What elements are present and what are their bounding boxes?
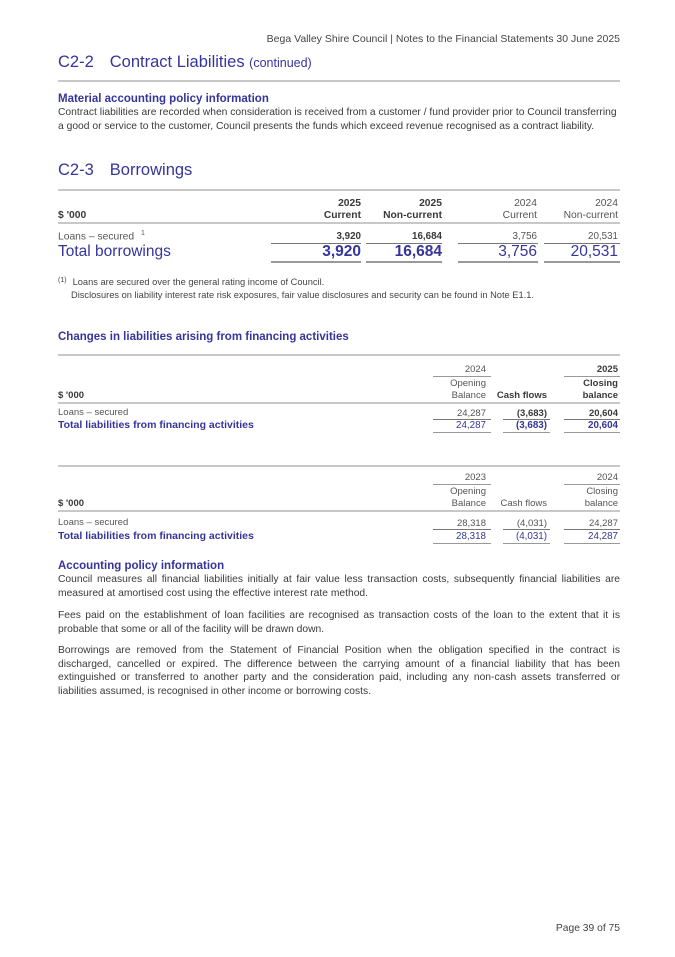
cell-value: 16,684 (412, 231, 442, 242)
year-underline (564, 484, 620, 485)
section-name: Contract Liabilities (109, 53, 245, 71)
year-underline (433, 484, 491, 485)
cell-value: (3,683) (516, 408, 547, 419)
unit-label: $ '000 (58, 498, 85, 509)
row-label-loans: Loans – secured (58, 407, 129, 418)
unit-label: $ '000 (58, 210, 87, 221)
closing-year: 2025 (596, 364, 618, 375)
cell-value: 28,318 (456, 518, 486, 529)
table-top-rule (58, 189, 620, 191)
table-top-rule (58, 354, 620, 356)
cashflow-label: Cash flows (496, 390, 547, 401)
header-rule (58, 222, 620, 224)
total-underline (458, 261, 538, 263)
opening-label: Balance (451, 390, 486, 401)
table-top-rule (58, 465, 620, 467)
section-title-c2-3 (58, 161, 192, 180)
total-value: (4,031) (515, 531, 547, 542)
total-label: Total liabilities from financing activities (58, 530, 254, 542)
cell-value: 24,287 (456, 408, 486, 419)
total-label: Total liabilities from financing activities (58, 419, 254, 431)
col-header-label: Current (323, 210, 361, 221)
col-header-year: 2024 (595, 198, 618, 209)
total-underline (271, 261, 361, 263)
total-underline (503, 543, 550, 544)
material-policy-text: Contract liabilities are recorded when consideration is received from a customer / fund provider prior to Council transferring a good or service to the customer, Council presents the funds which exceed revenue recognised as a contract liability. (58, 107, 617, 132)
total-value: 24,287 (588, 531, 618, 542)
running-header: Bega Valley Shire Council | Notes to the Financial Statements 30 June 2025 (266, 33, 620, 45)
total-value: 24,287 (456, 420, 486, 431)
underline (433, 529, 491, 530)
total-value: 3,920 (322, 243, 361, 260)
financing-heading: Changes in liabilities arising from financing activities (58, 331, 349, 343)
total-value: 3,756 (498, 243, 537, 260)
total-value: 20,531 (570, 243, 618, 260)
section-number: C2-3 (58, 161, 94, 179)
cashflow-label: Cash flows (500, 498, 547, 509)
total-borrowings-label: Total borrowings (58, 243, 171, 260)
col-header-label: Current (502, 210, 537, 221)
row-label-loans (58, 230, 145, 242)
cell-value: 3,756 (512, 231, 537, 242)
footnote-line-2: Disclosures on liability interest rate risk exposures, fair value disclosures and security can be found in Note E1.1. (71, 290, 535, 300)
accounting-policy-heading: Accounting policy information (58, 560, 225, 572)
material-policy-heading: Material accounting policy information (58, 93, 269, 105)
col-header-year: 2024 (514, 198, 537, 209)
closing-label: balance (584, 498, 618, 509)
total-value: 20,604 (588, 420, 618, 431)
opening-label: Balance (451, 498, 486, 509)
total-underline (433, 432, 491, 433)
opening-label: Opening (450, 378, 486, 389)
total-value: (3,683) (515, 420, 547, 431)
col-header-label: Non-current (563, 210, 618, 221)
cell-value: 3,920 (336, 231, 361, 242)
year-underline (564, 376, 620, 377)
cell-value: (4,031) (516, 518, 547, 529)
closing-label: Closing (583, 378, 618, 389)
footnote-marker: (1) (58, 277, 67, 284)
total-underline (564, 543, 620, 544)
total-value: 28,318 (456, 531, 486, 542)
accounting-policy-paragraph: Council measures all financial liabilities initially at fair value less transaction costs, subsequently financial liabilities are measured at amortised cost using the effective interest rate method. (58, 574, 620, 599)
footnote-text: Loans are secured over the general rating income of Council. (72, 277, 325, 287)
col-header-year: 2025 (338, 198, 361, 209)
row-label-text: Loans – secured (58, 231, 135, 243)
section-name: Borrowings (109, 161, 193, 179)
total-underline (433, 543, 491, 544)
closing-label: balance (582, 390, 618, 401)
closing-label: Closing (586, 486, 618, 497)
total-underline (544, 261, 620, 263)
total-underline (503, 432, 550, 433)
underline (564, 529, 620, 530)
footnote-line-1 (58, 274, 534, 289)
cell-value: 24,287 (588, 518, 618, 529)
footnote (58, 274, 534, 302)
header-rule (58, 402, 620, 404)
accounting-policy-paragraph: Borrowings are removed from the Statement of Financial Position when the obligation specified in the contract is discharged, cancelled or expired. The difference between the carrying amount of a financial liability that has been extinguished or transferred to another party and the consideration paid, including any non-cash assets transferred or liabilities assumed, is recognised in other income or borrowing costs. (58, 645, 620, 697)
continued-label: (continued) (249, 56, 312, 70)
unit-label: $ '000 (58, 390, 85, 401)
total-underline (366, 261, 442, 263)
header-rule (58, 510, 620, 512)
row-label-loans: Loans – secured (58, 517, 129, 528)
section-number: C2-2 (58, 53, 94, 71)
footnote-ref: 1 (141, 230, 145, 237)
total-value: 16,684 (394, 243, 442, 260)
cell-value: 20,604 (588, 408, 618, 419)
total-underline (564, 432, 620, 433)
section-rule (58, 80, 620, 82)
cell-value: 20,531 (588, 231, 618, 242)
opening-year: 2023 (464, 472, 486, 483)
closing-year: 2024 (596, 472, 618, 483)
opening-year: 2024 (464, 364, 486, 375)
underline (503, 529, 550, 530)
page-number: Page 39 of 75 (555, 923, 620, 934)
opening-label: Opening (450, 486, 486, 497)
year-underline (433, 376, 491, 377)
accounting-policy-paragraph: Fees paid on the establishment of loan facilities are recognised as transaction costs of the loan to the extent that it is probable that some or all of the facility will be drawn down. (58, 610, 620, 635)
col-header-label: Non-current (383, 210, 442, 221)
section-title-c2-2 (58, 53, 312, 72)
col-header-year: 2025 (419, 198, 442, 209)
